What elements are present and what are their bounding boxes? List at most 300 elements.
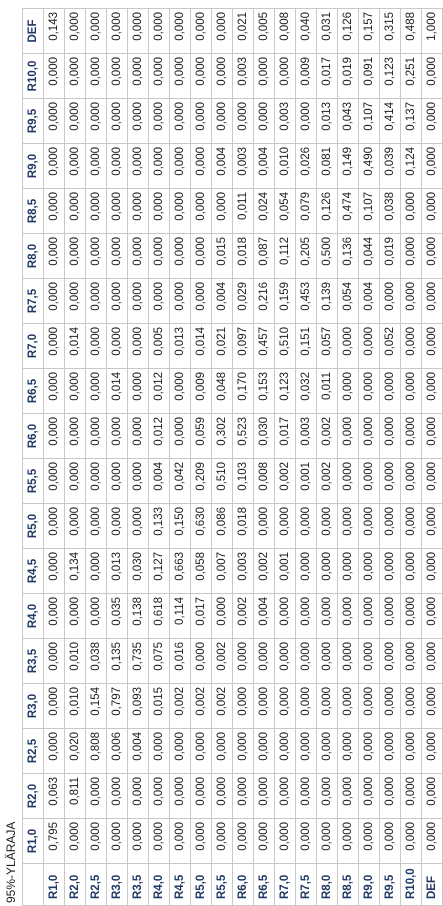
- table-cell[interactable]: 0,000: [86, 189, 107, 234]
- table-cell[interactable]: 0,000: [359, 819, 380, 864]
- table-cell[interactable]: 0,000: [380, 729, 401, 774]
- table-cell[interactable]: 0,000: [65, 99, 86, 144]
- table-cell[interactable]: 0,000: [44, 504, 65, 549]
- table-cell[interactable]: 0,000: [149, 189, 170, 234]
- table-cell[interactable]: 0,000: [296, 684, 317, 729]
- table-cell[interactable]: 0,000: [170, 414, 191, 459]
- table-cell[interactable]: 0,618: [149, 594, 170, 639]
- table-cell[interactable]: 0,170: [233, 369, 254, 414]
- table-cell[interactable]: 0,004: [149, 459, 170, 504]
- table-cell[interactable]: 0,000: [65, 819, 86, 864]
- table-cell[interactable]: 0,000: [254, 99, 275, 144]
- table-cell[interactable]: 0,000: [359, 774, 380, 819]
- table-cell[interactable]: 0,000: [422, 594, 443, 639]
- table-cell[interactable]: 0,014: [65, 324, 86, 369]
- table-cell[interactable]: 0,808: [86, 729, 107, 774]
- table-cell[interactable]: 0,103: [233, 459, 254, 504]
- table-cell[interactable]: 0,000: [44, 414, 65, 459]
- row-header[interactable]: R7,5: [296, 864, 317, 906]
- table-cell[interactable]: 0,000: [401, 549, 422, 594]
- table-cell[interactable]: 0,000: [44, 189, 65, 234]
- table-cell[interactable]: 0,002: [275, 459, 296, 504]
- table-cell[interactable]: 0,086: [212, 504, 233, 549]
- table-cell[interactable]: 0,157: [359, 9, 380, 54]
- table-cell[interactable]: 0,000: [401, 234, 422, 279]
- table-cell[interactable]: 0,000: [65, 414, 86, 459]
- table-cell[interactable]: 0,059: [191, 414, 212, 459]
- table-cell[interactable]: 0,000: [170, 279, 191, 324]
- table-cell[interactable]: 0,000: [254, 684, 275, 729]
- table-cell[interactable]: 0,000: [107, 459, 128, 504]
- column-header[interactable]: R8,5: [23, 189, 44, 234]
- table-cell[interactable]: 0,000: [401, 459, 422, 504]
- table-cell[interactable]: 0,000: [401, 684, 422, 729]
- table-cell[interactable]: 0,000: [44, 594, 65, 639]
- table-cell[interactable]: 0,134: [65, 549, 86, 594]
- table-cell[interactable]: 0,013: [107, 549, 128, 594]
- table-cell[interactable]: 0,000: [233, 99, 254, 144]
- table-cell[interactable]: 0,031: [317, 9, 338, 54]
- table-cell[interactable]: 0,000: [401, 324, 422, 369]
- table-cell[interactable]: 0,136: [338, 234, 359, 279]
- table-cell[interactable]: 0,000: [422, 189, 443, 234]
- table-cell[interactable]: 0,000: [65, 459, 86, 504]
- row-header[interactable]: R6,0: [233, 864, 254, 906]
- table-cell[interactable]: 0,000: [191, 729, 212, 774]
- corner-cell[interactable]: [23, 864, 44, 906]
- table-cell[interactable]: 0,042: [170, 459, 191, 504]
- table-cell[interactable]: 0,000: [296, 774, 317, 819]
- table-cell[interactable]: 0,500: [317, 234, 338, 279]
- table-cell[interactable]: 0,017: [317, 54, 338, 99]
- table-cell[interactable]: 0,112: [275, 234, 296, 279]
- table-cell[interactable]: 0,000: [422, 504, 443, 549]
- column-header[interactable]: DEF: [23, 9, 44, 54]
- table-cell[interactable]: 0,000: [86, 279, 107, 324]
- table-cell[interactable]: 0,149: [338, 144, 359, 189]
- table-cell[interactable]: 0,000: [422, 639, 443, 684]
- table-cell[interactable]: 0,302: [212, 414, 233, 459]
- table-cell[interactable]: 0,414: [380, 99, 401, 144]
- table-cell[interactable]: 0,000: [422, 99, 443, 144]
- table-cell[interactable]: 0,000: [422, 144, 443, 189]
- table-cell[interactable]: 0,000: [401, 369, 422, 414]
- table-cell[interactable]: 0,000: [338, 324, 359, 369]
- table-cell[interactable]: 0,014: [107, 369, 128, 414]
- table-cell[interactable]: 0,000: [296, 99, 317, 144]
- table-cell[interactable]: 0,143: [44, 9, 65, 54]
- table-cell[interactable]: 0,000: [128, 414, 149, 459]
- table-cell[interactable]: 0,063: [44, 774, 65, 819]
- table-cell[interactable]: 0,000: [149, 99, 170, 144]
- table-cell[interactable]: 0,000: [422, 279, 443, 324]
- table-cell[interactable]: 0,016: [170, 639, 191, 684]
- column-header[interactable]: R7,0: [23, 324, 44, 369]
- table-cell[interactable]: 0,000: [212, 9, 233, 54]
- table-cell[interactable]: 0,000: [338, 459, 359, 504]
- table-cell[interactable]: 0,114: [170, 594, 191, 639]
- table-cell[interactable]: 0,159: [275, 279, 296, 324]
- table-cell[interactable]: 0,000: [380, 459, 401, 504]
- table-cell[interactable]: 0,004: [254, 594, 275, 639]
- table-cell[interactable]: 0,000: [338, 684, 359, 729]
- table-cell[interactable]: 0,000: [65, 369, 86, 414]
- table-cell[interactable]: 0,000: [128, 234, 149, 279]
- table-cell[interactable]: 0,000: [296, 819, 317, 864]
- table-cell[interactable]: 0,000: [401, 189, 422, 234]
- column-header[interactable]: R5,5: [23, 459, 44, 504]
- table-cell[interactable]: 0,000: [380, 639, 401, 684]
- table-cell[interactable]: 0,000: [359, 324, 380, 369]
- table-cell[interactable]: 0,000: [128, 459, 149, 504]
- table-cell[interactable]: 0,000: [107, 9, 128, 54]
- table-cell[interactable]: 0,133: [149, 504, 170, 549]
- table-cell[interactable]: 0,000: [44, 324, 65, 369]
- table-cell[interactable]: 0,026: [296, 144, 317, 189]
- table-cell[interactable]: 0,000: [380, 504, 401, 549]
- table-cell[interactable]: 0,523: [233, 414, 254, 459]
- table-cell[interactable]: 0,000: [128, 279, 149, 324]
- table-cell[interactable]: 0,001: [296, 459, 317, 504]
- table-cell[interactable]: 0,075: [149, 639, 170, 684]
- table-cell[interactable]: 0,000: [170, 234, 191, 279]
- table-cell[interactable]: 0,000: [107, 819, 128, 864]
- table-cell[interactable]: 0,000: [44, 684, 65, 729]
- table-cell[interactable]: 0,000: [422, 54, 443, 99]
- table-cell[interactable]: 0,000: [170, 9, 191, 54]
- table-cell[interactable]: 0,081: [317, 144, 338, 189]
- column-header[interactable]: R7,5: [23, 279, 44, 324]
- table-cell[interactable]: 0,004: [128, 729, 149, 774]
- row-header[interactable]: R8,5: [338, 864, 359, 906]
- table-cell[interactable]: 0,000: [86, 819, 107, 864]
- row-header[interactable]: R4,5: [170, 864, 191, 906]
- table-cell[interactable]: 0,510: [212, 459, 233, 504]
- table-cell[interactable]: 0,000: [107, 189, 128, 234]
- row-header[interactable]: R2,5: [86, 864, 107, 906]
- table-cell[interactable]: 0,000: [296, 639, 317, 684]
- table-cell[interactable]: 0,000: [359, 594, 380, 639]
- table-cell[interactable]: 0,013: [170, 324, 191, 369]
- column-header[interactable]: R3,5: [23, 639, 44, 684]
- table-cell[interactable]: 0,000: [254, 774, 275, 819]
- table-cell[interactable]: 0,000: [86, 414, 107, 459]
- table-cell[interactable]: 0,000: [191, 189, 212, 234]
- table-cell[interactable]: 0,038: [86, 639, 107, 684]
- table-cell[interactable]: 0,474: [338, 189, 359, 234]
- column-header[interactable]: R10,0: [23, 54, 44, 99]
- table-cell[interactable]: 0,007: [212, 549, 233, 594]
- table-cell[interactable]: 0,000: [359, 549, 380, 594]
- table-cell[interactable]: 0,000: [359, 639, 380, 684]
- table-cell[interactable]: 0,000: [275, 639, 296, 684]
- table-cell[interactable]: 0,000: [338, 639, 359, 684]
- table-cell[interactable]: 0,009: [191, 369, 212, 414]
- table-cell[interactable]: 0,000: [86, 324, 107, 369]
- table-cell[interactable]: 0,032: [296, 369, 317, 414]
- table-cell[interactable]: 0,000: [86, 99, 107, 144]
- table-cell[interactable]: 0,000: [191, 774, 212, 819]
- table-cell[interactable]: 0,043: [338, 99, 359, 144]
- table-cell[interactable]: 0,000: [149, 144, 170, 189]
- table-cell[interactable]: 0,000: [128, 99, 149, 144]
- row-header[interactable]: R9,0: [359, 864, 380, 906]
- table-cell[interactable]: 0,000: [65, 144, 86, 189]
- table-cell[interactable]: 0,000: [65, 9, 86, 54]
- table-cell[interactable]: 0,000: [317, 729, 338, 774]
- table-cell[interactable]: 0,000: [422, 774, 443, 819]
- table-cell[interactable]: 0,000: [149, 819, 170, 864]
- table-cell[interactable]: 0,000: [380, 414, 401, 459]
- table-cell[interactable]: 1,000: [422, 9, 443, 54]
- table-cell[interactable]: 0,005: [149, 324, 170, 369]
- table-cell[interactable]: 0,052: [380, 324, 401, 369]
- table-cell[interactable]: 0,000: [275, 819, 296, 864]
- table-cell[interactable]: 0,011: [317, 369, 338, 414]
- table-cell[interactable]: 0,000: [422, 414, 443, 459]
- table-cell[interactable]: 0,000: [44, 729, 65, 774]
- table-cell[interactable]: 0,000: [317, 549, 338, 594]
- table-cell[interactable]: 0,017: [275, 414, 296, 459]
- table-cell[interactable]: 0,135: [107, 639, 128, 684]
- table-cell[interactable]: 0,000: [128, 144, 149, 189]
- table-cell[interactable]: 0,490: [359, 144, 380, 189]
- table-cell[interactable]: 0,000: [317, 639, 338, 684]
- table-cell[interactable]: 0,058: [191, 549, 212, 594]
- table-cell[interactable]: 0,000: [275, 504, 296, 549]
- table-cell[interactable]: 0,000: [149, 279, 170, 324]
- row-header[interactable]: R2,0: [65, 864, 86, 906]
- table-cell[interactable]: 0,126: [338, 9, 359, 54]
- table-cell[interactable]: 0,000: [191, 639, 212, 684]
- table-cell[interactable]: 0,000: [422, 324, 443, 369]
- table-cell[interactable]: 0,000: [275, 774, 296, 819]
- table-cell[interactable]: 0,000: [233, 819, 254, 864]
- column-header[interactable]: R1,0: [23, 819, 44, 864]
- table-cell[interactable]: 0,000: [86, 234, 107, 279]
- table-cell[interactable]: 0,000: [380, 819, 401, 864]
- table-cell[interactable]: 0,000: [86, 504, 107, 549]
- table-cell[interactable]: 0,000: [338, 549, 359, 594]
- table-cell[interactable]: 0,205: [296, 234, 317, 279]
- table-cell[interactable]: 0,000: [422, 684, 443, 729]
- table-cell[interactable]: 0,000: [422, 459, 443, 504]
- table-cell[interactable]: 0,457: [254, 324, 275, 369]
- row-header[interactable]: R1,0: [44, 864, 65, 906]
- table-cell[interactable]: 0,010: [65, 639, 86, 684]
- table-cell[interactable]: 0,000: [359, 459, 380, 504]
- table-cell[interactable]: 0,124: [401, 144, 422, 189]
- table-cell[interactable]: 0,000: [86, 549, 107, 594]
- table-cell[interactable]: 0,054: [338, 279, 359, 324]
- table-cell[interactable]: 0,000: [86, 594, 107, 639]
- table-cell[interactable]: 0,000: [338, 414, 359, 459]
- table-cell[interactable]: 0,018: [233, 504, 254, 549]
- table-cell[interactable]: 0,000: [254, 729, 275, 774]
- table-cell[interactable]: 0,003: [233, 54, 254, 99]
- table-cell[interactable]: 0,151: [296, 324, 317, 369]
- table-cell[interactable]: 0,000: [401, 279, 422, 324]
- table-cell[interactable]: 0,000: [422, 369, 443, 414]
- table-cell[interactable]: 0,000: [191, 54, 212, 99]
- table-cell[interactable]: 0,030: [128, 549, 149, 594]
- table-cell[interactable]: 0,003: [296, 414, 317, 459]
- table-cell[interactable]: 0,000: [149, 9, 170, 54]
- table-cell[interactable]: 0,002: [170, 684, 191, 729]
- table-cell[interactable]: 0,000: [107, 54, 128, 99]
- row-header[interactable]: R3,5: [128, 864, 149, 906]
- table-cell[interactable]: 0,000: [254, 54, 275, 99]
- row-header[interactable]: R5,5: [212, 864, 233, 906]
- table-cell[interactable]: 0,000: [44, 234, 65, 279]
- table-cell[interactable]: 0,000: [170, 369, 191, 414]
- table-cell[interactable]: 0,139: [317, 279, 338, 324]
- table-cell[interactable]: 0,107: [359, 99, 380, 144]
- table-cell[interactable]: 0,000: [359, 504, 380, 549]
- table-cell[interactable]: 0,000: [65, 594, 86, 639]
- table-cell[interactable]: 0,000: [275, 594, 296, 639]
- column-header[interactable]: R5,0: [23, 504, 44, 549]
- table-cell[interactable]: 0,029: [233, 279, 254, 324]
- row-header[interactable]: DEF: [422, 864, 443, 906]
- table-cell[interactable]: 0,004: [254, 144, 275, 189]
- table-cell[interactable]: 0,000: [191, 819, 212, 864]
- table-cell[interactable]: 0,000: [380, 684, 401, 729]
- table-cell[interactable]: 0,150: [170, 504, 191, 549]
- table-cell[interactable]: 0,002: [212, 639, 233, 684]
- table-cell[interactable]: 0,000: [44, 279, 65, 324]
- row-header[interactable]: R3,0: [107, 864, 128, 906]
- table-cell[interactable]: 0,000: [107, 414, 128, 459]
- table-cell[interactable]: 0,000: [296, 729, 317, 774]
- table-cell[interactable]: 0,000: [317, 819, 338, 864]
- table-cell[interactable]: 0,000: [65, 279, 86, 324]
- table-cell[interactable]: 0,000: [107, 324, 128, 369]
- table-cell[interactable]: 0,797: [107, 684, 128, 729]
- table-cell[interactable]: 0,021: [233, 9, 254, 54]
- table-cell[interactable]: 0,154: [86, 684, 107, 729]
- column-header[interactable]: R8,0: [23, 234, 44, 279]
- table-cell[interactable]: 0,000: [401, 774, 422, 819]
- table-cell[interactable]: 0,000: [401, 729, 422, 774]
- table-cell[interactable]: 0,017: [191, 594, 212, 639]
- table-cell[interactable]: 0,010: [275, 144, 296, 189]
- table-cell[interactable]: 0,000: [170, 54, 191, 99]
- table-cell[interactable]: 0,000: [401, 594, 422, 639]
- column-header[interactable]: R9,5: [23, 99, 44, 144]
- table-cell[interactable]: 0,000: [107, 234, 128, 279]
- table-cell[interactable]: 0,000: [422, 234, 443, 279]
- table-cell[interactable]: 0,000: [44, 99, 65, 144]
- table-cell[interactable]: 0,663: [170, 549, 191, 594]
- table-cell[interactable]: 0,000: [296, 594, 317, 639]
- table-cell[interactable]: 0,000: [107, 144, 128, 189]
- table-cell[interactable]: 0,000: [338, 819, 359, 864]
- table-cell[interactable]: 0,000: [65, 504, 86, 549]
- table-cell[interactable]: 0,010: [65, 684, 86, 729]
- table-cell[interactable]: 0,000: [254, 504, 275, 549]
- table-cell[interactable]: 0,004: [359, 279, 380, 324]
- table-cell[interactable]: 0,000: [170, 729, 191, 774]
- table-cell[interactable]: 0,000: [107, 99, 128, 144]
- column-header[interactable]: R2,5: [23, 729, 44, 774]
- table-cell[interactable]: 0,000: [44, 639, 65, 684]
- table-cell[interactable]: 0,004: [212, 279, 233, 324]
- table-cell[interactable]: 0,054: [275, 189, 296, 234]
- table-cell[interactable]: 0,510: [275, 324, 296, 369]
- table-cell[interactable]: 0,040: [296, 9, 317, 54]
- table-cell[interactable]: 0,000: [212, 99, 233, 144]
- table-cell[interactable]: 0,000: [275, 54, 296, 99]
- table-cell[interactable]: 0,000: [65, 234, 86, 279]
- table-cell[interactable]: 0,019: [380, 234, 401, 279]
- table-cell[interactable]: 0,004: [212, 144, 233, 189]
- table-cell[interactable]: 0,006: [107, 729, 128, 774]
- table-cell[interactable]: 0,000: [254, 819, 275, 864]
- table-cell[interactable]: 0,002: [317, 414, 338, 459]
- table-cell[interactable]: 0,000: [401, 819, 422, 864]
- row-header[interactable]: R9,5: [380, 864, 401, 906]
- table-cell[interactable]: 0,000: [149, 774, 170, 819]
- table-cell[interactable]: 0,630: [191, 504, 212, 549]
- table-cell[interactable]: 0,000: [191, 234, 212, 279]
- table-cell[interactable]: 0,000: [359, 414, 380, 459]
- table-cell[interactable]: 0,000: [86, 9, 107, 54]
- table-cell[interactable]: 0,000: [317, 594, 338, 639]
- table-cell[interactable]: 0,000: [296, 549, 317, 594]
- table-cell[interactable]: 0,000: [44, 549, 65, 594]
- table-cell[interactable]: 0,091: [359, 54, 380, 99]
- table-cell[interactable]: 0,107: [359, 189, 380, 234]
- table-cell[interactable]: 0,012: [149, 369, 170, 414]
- row-header[interactable]: R5,0: [191, 864, 212, 906]
- table-cell[interactable]: 0,000: [107, 504, 128, 549]
- table-cell[interactable]: 0,000: [275, 729, 296, 774]
- table-cell[interactable]: 0,000: [128, 189, 149, 234]
- table-cell[interactable]: 0,001: [275, 549, 296, 594]
- table-cell[interactable]: 0,735: [128, 639, 149, 684]
- table-cell[interactable]: 0,008: [275, 9, 296, 54]
- table-cell[interactable]: 0,000: [149, 729, 170, 774]
- table-cell[interactable]: 0,015: [149, 684, 170, 729]
- table-cell[interactable]: 0,048: [212, 369, 233, 414]
- table-cell[interactable]: 0,000: [359, 684, 380, 729]
- table-cell[interactable]: 0,000: [401, 639, 422, 684]
- table-cell[interactable]: 0,003: [275, 99, 296, 144]
- column-header[interactable]: R4,5: [23, 549, 44, 594]
- table-cell[interactable]: 0,020: [65, 729, 86, 774]
- table-cell[interactable]: 0,013: [317, 99, 338, 144]
- table-cell[interactable]: 0,000: [128, 324, 149, 369]
- table-cell[interactable]: 0,000: [170, 99, 191, 144]
- table-cell[interactable]: 0,000: [380, 279, 401, 324]
- table-cell[interactable]: 0,000: [233, 684, 254, 729]
- table-cell[interactable]: 0,044: [359, 234, 380, 279]
- table-cell[interactable]: 0,000: [401, 414, 422, 459]
- table-cell[interactable]: 0,315: [380, 9, 401, 54]
- table-cell[interactable]: 0,000: [233, 639, 254, 684]
- table-cell[interactable]: 0,000: [212, 54, 233, 99]
- table-cell[interactable]: 0,000: [380, 774, 401, 819]
- table-cell[interactable]: 0,000: [338, 594, 359, 639]
- table-cell[interactable]: 0,021: [212, 324, 233, 369]
- table-cell[interactable]: 0,209: [191, 459, 212, 504]
- table-cell[interactable]: 0,000: [128, 9, 149, 54]
- table-cell[interactable]: 0,039: [380, 144, 401, 189]
- table-cell[interactable]: 0,000: [338, 504, 359, 549]
- table-cell[interactable]: 0,000: [212, 594, 233, 639]
- table-cell[interactable]: 0,002: [317, 459, 338, 504]
